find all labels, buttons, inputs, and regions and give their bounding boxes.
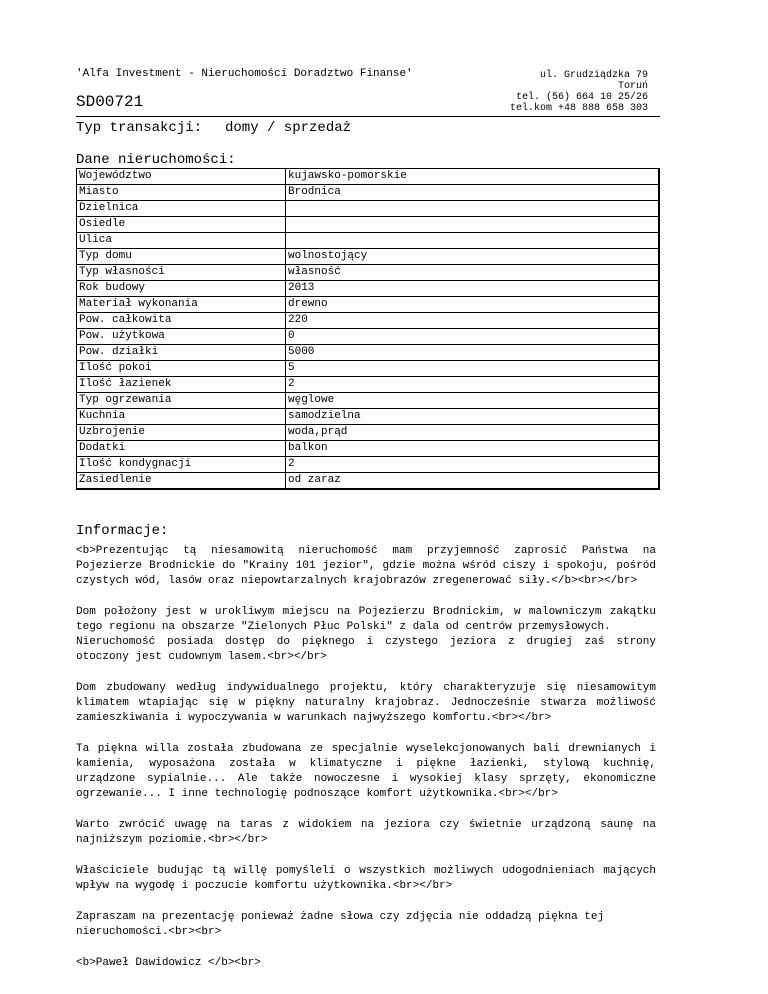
property-value: 220 bbox=[286, 313, 660, 329]
address-street: ul. Grudziądzka 79 bbox=[539, 70, 648, 81]
company-name: 'Alfa Investment - Nieruchomości Doradztwo Finanse' bbox=[76, 68, 413, 80]
company-address bbox=[510, 70, 648, 114]
property-key: Ulica bbox=[77, 233, 286, 249]
property-key: Dzielnica bbox=[77, 201, 286, 217]
table-row bbox=[77, 249, 660, 265]
property-key: Rok budowy bbox=[77, 281, 286, 297]
property-value: samodzielna bbox=[286, 409, 660, 425]
property-value bbox=[286, 233, 660, 249]
property-value: kujawsko-pomorskie bbox=[286, 169, 660, 185]
table-row bbox=[77, 393, 660, 409]
table-row bbox=[77, 473, 660, 490]
property-value: 2 bbox=[286, 457, 660, 473]
property-value: drewno bbox=[286, 297, 660, 313]
property-heading: Dane nieruchomości: bbox=[76, 152, 236, 168]
property-value: 2 bbox=[286, 377, 660, 393]
address-phone: tel. (56) 664 10 25/26 bbox=[515, 92, 648, 103]
property-key: Kuchnia bbox=[77, 409, 286, 425]
property-value: 5 bbox=[286, 361, 660, 377]
property-key: Ilość kondygnacji bbox=[77, 457, 286, 473]
table-row bbox=[77, 441, 660, 457]
property-key: Miasto bbox=[77, 185, 286, 201]
property-value: woda,prąd bbox=[286, 425, 660, 441]
property-value: 2013 bbox=[286, 281, 660, 297]
table-row bbox=[77, 361, 660, 377]
property-key: Typ własności bbox=[77, 265, 286, 281]
property-key: Pow. użytkowa bbox=[77, 329, 286, 345]
property-key: Ilość pokoi bbox=[77, 361, 286, 377]
info-paragraph: Dom zbudowany według indywidualnego projektu, który charakteryzuje się niesamowitym klimatem wtapiając się w piękny naturalny krajobraz. Jednocześnie stwarza możliwość zamieszkiwania i wypoczywania w warunkach najwyższego komfortu.<br></br> bbox=[76, 682, 656, 724]
property-key: Pow. działki bbox=[77, 345, 286, 361]
address-mobile: tel.kom +48 888 658 303 bbox=[509, 103, 648, 114]
table-row bbox=[77, 345, 660, 361]
table-row bbox=[77, 185, 660, 201]
table-row bbox=[77, 233, 660, 249]
property-value: balkon bbox=[286, 441, 660, 457]
property-key: Województwo bbox=[77, 169, 286, 185]
property-key: Pow. całkowita bbox=[77, 313, 286, 329]
property-key: Ilość łazienek bbox=[77, 377, 286, 393]
table-row bbox=[77, 313, 660, 329]
table-row bbox=[77, 217, 660, 233]
info-paragraph: Zapraszam na prezentację ponieważ żadne słowa czy zdjęcia nie oddadzą piękna tej nieruchomości.<br><br> bbox=[76, 911, 605, 938]
property-value: 5000 bbox=[286, 345, 660, 361]
table-row bbox=[77, 457, 660, 473]
transaction-value: domy / sprzedaż bbox=[225, 120, 352, 136]
property-value: 0 bbox=[286, 329, 660, 345]
info-paragraph: Warto zwrócić uwagę na taras z widokiem na jeziora czy świetnie urządzoną saunę na najniższym poziomie.<br></br> bbox=[76, 819, 656, 846]
info-heading: Informacje: bbox=[76, 523, 169, 539]
reference-code: SD00721 bbox=[76, 93, 144, 111]
table-row bbox=[77, 297, 660, 313]
table-row bbox=[77, 377, 660, 393]
info-paragraph: <b>Paweł Dawidowicz </b><br> bbox=[76, 957, 261, 969]
property-key: Typ domu bbox=[77, 249, 286, 265]
property-key: Typ ogrzewania bbox=[77, 393, 286, 409]
table-row bbox=[77, 201, 660, 217]
address-city: Toruń bbox=[617, 81, 648, 92]
document-page bbox=[76, 0, 660, 969]
property-value: od zaraz bbox=[286, 473, 660, 490]
property-value bbox=[286, 217, 660, 233]
table-row bbox=[77, 425, 660, 441]
table-row bbox=[77, 265, 660, 281]
property-key: Osiedle bbox=[77, 217, 286, 233]
table-row bbox=[77, 329, 660, 345]
property-key: Materiał wykonania bbox=[77, 297, 286, 313]
property-value: Brodnica bbox=[286, 185, 660, 201]
property-value: wolnostojący bbox=[286, 249, 660, 265]
header bbox=[76, 0, 660, 117]
property-key: Zasiedlenie bbox=[77, 473, 286, 490]
transaction-label: Typ transakcji: bbox=[76, 120, 203, 136]
property-key: Uzbrojenie bbox=[77, 425, 286, 441]
info-paragraph: Ta piękna willa została zbudowana ze specjalnie wyselekcjonowanych bali drewnianych i kamienia, wyposażona została w klimatyczne i piękne łazienki, stylową kuchnię, urządzone sypialnie... Ale także nowoczesne i wysokiej klasy sprzęty, ekonomiczne ogrzewanie... I inne technologię podnoszące komfort użytkownika.<br></br> bbox=[76, 743, 656, 800]
property-key: Dodatki bbox=[77, 441, 286, 457]
table-row bbox=[77, 169, 660, 185]
info-paragraph: Właściciele budując tą willę pomyśleli o wszystkich możliwych udogodnieniach mających wpływ na wygodę i poczucie komfortu użytkownika.<br></br> bbox=[76, 865, 656, 892]
property-value bbox=[286, 201, 660, 217]
table-row bbox=[77, 281, 660, 297]
table-row bbox=[77, 409, 660, 425]
property-table bbox=[76, 168, 660, 490]
property-value: węglowe bbox=[286, 393, 660, 409]
info-text bbox=[76, 544, 656, 987]
property-value: własność bbox=[286, 265, 660, 281]
info-paragraph: Dom położony jest w urokliwym miejscu na Pojezierzu Brodnickim, w malowniczym zakątku tego regionu na obszarze "Zielonych Płuc Polski" z dala od centrów przemysłowych. Nieruchomość posiada dostęp do pięknego i czystego jeziora z drugiej zaś strony otoczony jest cudownym lasem.<br></br> bbox=[76, 606, 656, 663]
info-paragraph: <b>Prezentując tą niesamowitą nieruchomość mam przyjemność zaprosić Państwa na Pojezierze Brodnickie do "Krainy 101 jezior", gdzie można wśród ciszy i spokoju, pośród czystych wód, lasów oraz niepowtarzalnych krajobrazów zregenerować siły.</b><br></br> bbox=[76, 545, 656, 587]
